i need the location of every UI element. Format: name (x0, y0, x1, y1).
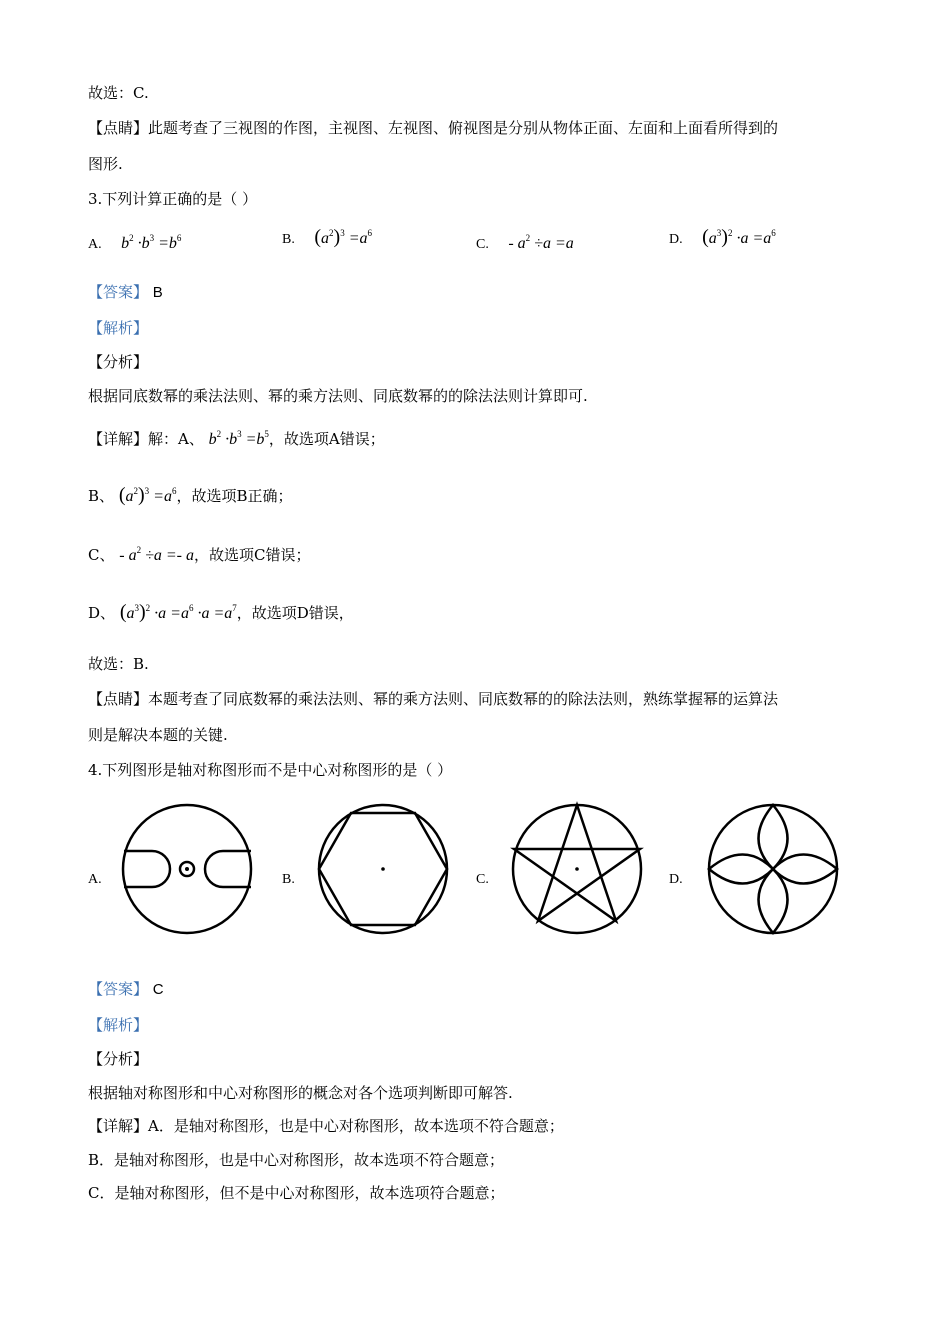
math-expression: $(a^3)^2 \cdot a =a^6$ (702, 226, 776, 248)
detail-b (88, 484, 292, 507)
question-3: 3.下列计算正确的是（ ） (88, 190, 258, 208)
four-petal-circle-figure (706, 802, 841, 937)
detail-prefix: 【详解】解：A、 (88, 430, 204, 448)
detail-a (88, 428, 385, 449)
hexagon-in-circle-figure (316, 802, 451, 937)
conclusion-line: 故选：C. (88, 84, 149, 102)
math-expression: $b^2 \cdot b^3 =b^6$ (121, 233, 182, 252)
fenxi-heading-4: 【分析】 (88, 1050, 149, 1068)
question-4: 4.下列图形是轴对称图形而不是中心对称图形的是（ ） (88, 761, 453, 779)
math-expression: $b^2 \cdot b^3 =b^5$ (208, 429, 269, 448)
conclusion-3: 故选：B. (88, 655, 149, 673)
note-3-line-2: 则是解决本题的关键. (88, 726, 228, 744)
q4-option-d-label: D. (669, 872, 683, 887)
answer-label: 【答案】 (88, 980, 149, 998)
option-label: C. (476, 237, 489, 252)
option-label: D. (669, 232, 683, 247)
q3-option-a (88, 233, 181, 253)
star-in-circle-figure (510, 802, 645, 937)
note-line-2: 图形. (88, 155, 123, 173)
math-expression: $(a^3)^2 \cdot a =a^6 \cdot a =a^7$ (119, 601, 237, 623)
detail-4-b: B．是轴对称图形，也是中心对称图形，故本选项不符合题意； (88, 1151, 505, 1169)
answer-value: B (152, 284, 163, 301)
detail-4-a: 【详解】A．是轴对称图形，也是中心对称图形，故本选项不符合题意； (88, 1117, 564, 1135)
option-label: B. (282, 232, 295, 247)
detail-suffix: ，故选项C错误； (194, 546, 311, 564)
math-expression: - $a^2 \div a =a$ (508, 233, 574, 252)
detail-suffix: ，故选项D错误， (236, 604, 354, 622)
detail-d (88, 601, 354, 624)
answer-value: C (152, 981, 164, 998)
answer-3 (88, 281, 163, 302)
detail-suffix: ，故选项A错误； (268, 430, 385, 448)
option-label: A. (88, 237, 102, 252)
detail-c (88, 544, 310, 565)
detail-suffix: ，故选项B正确； (176, 487, 293, 505)
note-line-1: 【点睛】此题考查了三视图的作图，主视图、左视图、俯视图是分别从物体正面、左面和上面看所得到的 (88, 119, 779, 137)
detail-prefix: C、 (88, 546, 115, 564)
analysis-heading-4: 【解析】 (88, 1016, 149, 1034)
math-expression: - $a^2 \div a =- a$ (119, 545, 194, 564)
detail-4-c: C．是轴对称图形，但不是中心对称图形，故本选项符合题意； (88, 1184, 505, 1202)
math-expression: $(a^2)^3 =a^6$ (314, 226, 372, 248)
detail-prefix: D、 (88, 604, 116, 622)
q4-option-a-label: A. (88, 872, 102, 887)
math-expression: $(a^2)^3 =a^6$ (118, 484, 177, 506)
q4-option-b-label: B. (282, 872, 295, 887)
circle-with-slots-figure (120, 802, 255, 937)
analysis-heading-3: 【解析】 (88, 319, 149, 337)
fenxi-text-3: 根据同底数幂的乘法法则、幂的乘方法则、同底数幂的的除法法则计算即可. (88, 387, 588, 405)
answer-label: 【答案】 (88, 283, 149, 301)
q4-option-c-label: C. (476, 872, 489, 887)
fenxi-heading-3: 【分析】 (88, 353, 149, 371)
q3-option-b (282, 226, 372, 249)
q3-option-d (669, 226, 776, 249)
q3-option-c (476, 233, 574, 253)
answer-4 (88, 978, 164, 999)
detail-prefix: B、 (88, 487, 115, 505)
note-3-line-1: 【点睛】本题考查了同底数幂的乘法法则、幂的乘方法则、同底数幂的的除法法则，熟练掌握幂的运算法 (88, 690, 779, 708)
fenxi-text-4: 根据轴对称图形和中心对称图形的概念对各个选项判断即可解答. (88, 1084, 513, 1102)
